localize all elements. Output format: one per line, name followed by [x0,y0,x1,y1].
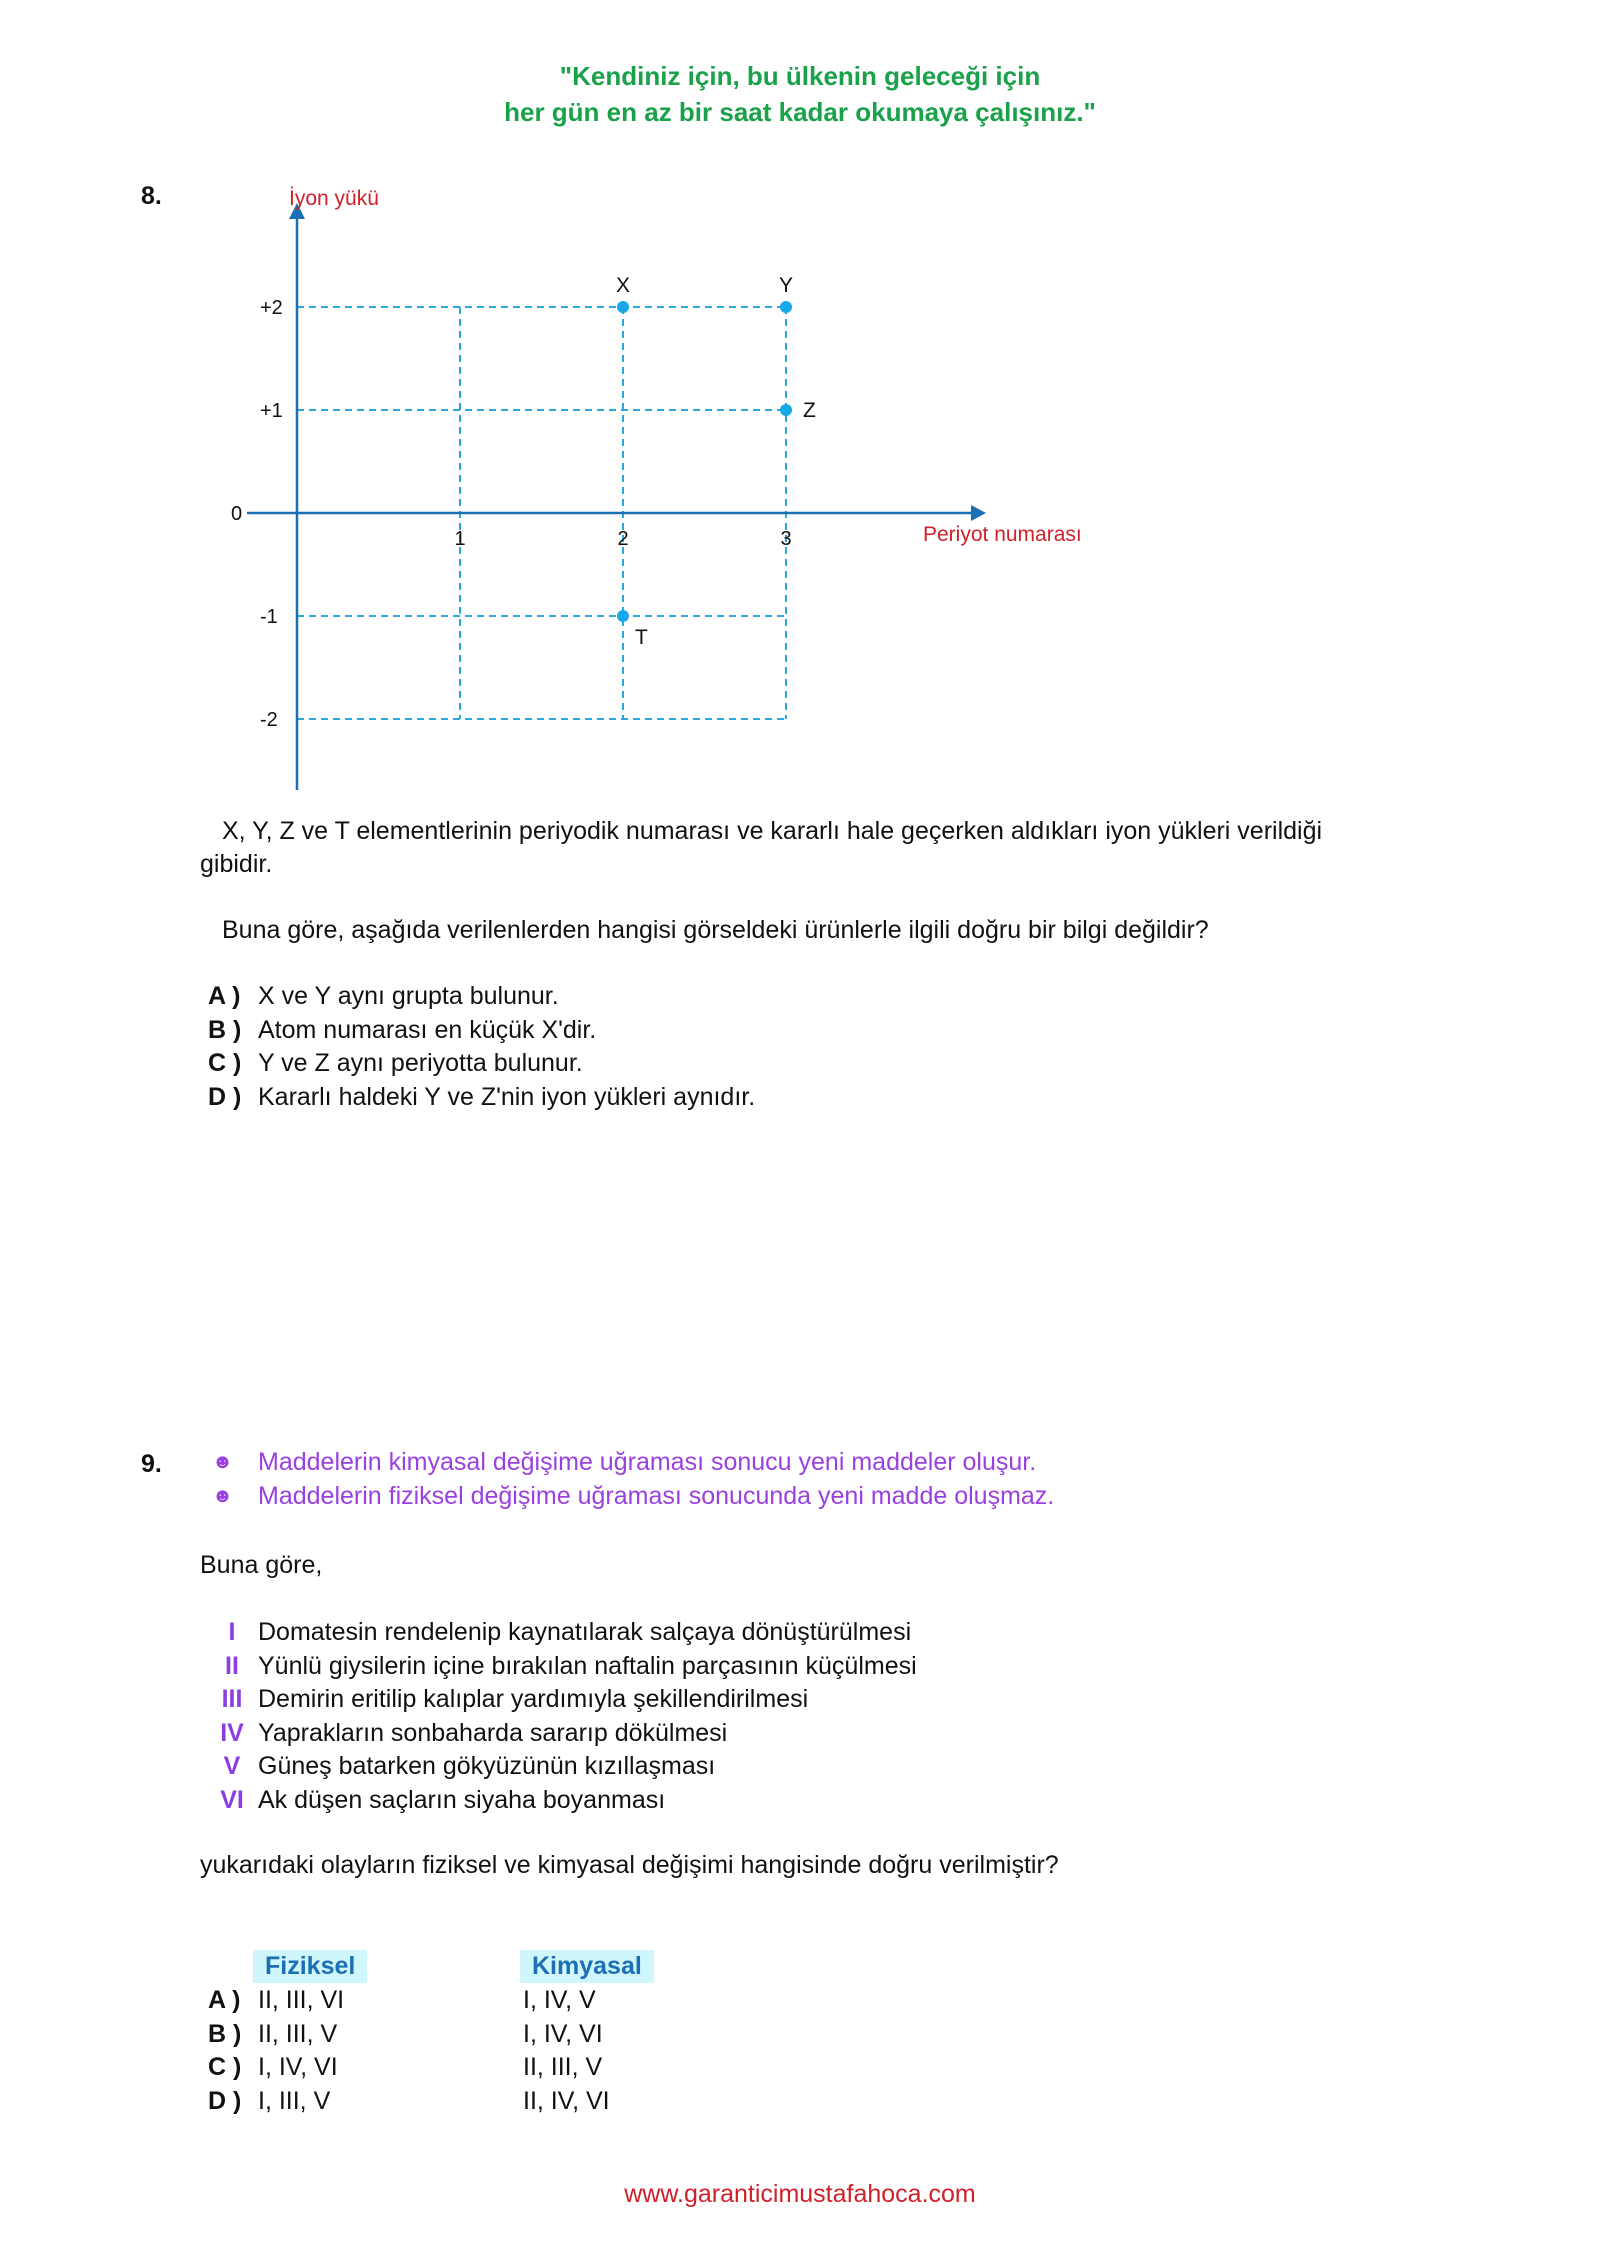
option-letter: A ) [208,982,241,1010]
event-item [206,1650,917,1684]
x-tick-label: 3 [780,528,792,550]
question-8-stem [200,815,1430,881]
statement-text: Maddelerin kimyasal değişime uğraması sonucu yeni maddeler oluşur. [258,1448,1037,1476]
event-text: Güneş batarken gökyüzünün kızıllaşması [258,1752,716,1780]
question-9-intro: Buna göre, [200,1551,323,1579]
x-axis-arrow-icon [971,505,986,521]
option-letter: C ) [208,1049,242,1077]
data-point [617,301,629,313]
option-letter: A ) [208,1986,241,2014]
event-item [206,1616,917,1650]
statement-item [212,1446,1054,1480]
option-d[interactable] [208,1081,755,1115]
statement-text: Maddelerin fiziksel değişime uğraması sonucunda yeni madde oluşmaz. [258,1481,1055,1510]
motto-line-2: her gün en az bir saat kadar okumaya çalışınız." [504,97,1096,127]
fiziksel-cell: I, IV, VI [258,2053,338,2081]
data-point [780,404,792,416]
question-9-events [206,1616,917,1817]
point-label: Y [778,274,794,297]
y-tick-label: +1 [260,400,283,422]
x-axis-label: Periyot numarası [923,523,1082,546]
question-9-number: 9. [141,1450,162,1478]
data-point [617,610,629,622]
roman-numeral: II [225,1651,239,1680]
option-letter: B ) [208,2019,242,2048]
column-header-kimyasal: Kimyasal [520,1950,654,1983]
smiley-icon: ☻ [212,1484,234,1507]
point-label: T [635,626,648,649]
event-text: Demirin eritilip kalıplar yardımıyla şekillendirilmesi [258,1685,809,1713]
point-label: X [615,274,631,297]
kimyasal-cell: II, III, V [523,2053,603,2081]
y-tick-label: +2 [260,297,283,319]
question-8-stem-line-2: gibidir. [200,850,273,878]
option-letter: B ) [208,1015,242,1044]
event-text: Yünlü giysilerin içine bırakılan naftalin parçasının küçülmesi [258,1651,917,1680]
event-text: Domatesin rendelenip kaynatılarak salçaya dönüştürülmesi [258,1618,912,1646]
option-letter: D ) [208,1082,242,1111]
fiziksel-cell: II, III, V [258,2019,338,2048]
footer-url[interactable]: www.garanticimustafahoca.com [624,2180,976,2208]
event-item [206,1750,917,1784]
roman-numeral: V [223,1752,241,1780]
ion-charge-chart [200,175,1120,795]
option-text: Y ve Z aynı periyotta bulunur. [258,1049,583,1077]
roman-numeral: I [228,1618,236,1646]
roman-numeral: IV [220,1718,244,1747]
question-8-stem-line-1: X, Y, Z ve T elementlerinin periyodik numarası ve kararlı hale geçerken aldıkları iyon yükleri verildiği [222,817,1323,845]
option-text: X ve Y aynı grupta bulunur. [258,982,559,1010]
y-tick-label: 0 [231,503,243,525]
roman-numeral: III [221,1685,243,1713]
y-axis-label: İyon yükü [289,187,379,210]
question-8-number: 8. [141,182,162,210]
option-letter: C ) [208,2053,242,2081]
question-9-statements [212,1446,1054,1513]
fiziksel-cell: II, III, VI [258,1986,345,2014]
event-text: Yaprakların sonbaharda sararıp dökülmesi [258,1718,728,1747]
data-point [780,301,792,313]
point-label: Z [803,399,816,422]
roman-numeral: VI [220,1785,244,1814]
x-tick-label: 2 [617,528,629,550]
option-text: Atom numarası en küçük X'dir. [258,1015,597,1044]
motto-line-1: "Kendiniz için, bu ülkenin geleceği için [559,61,1041,91]
event-item [206,1717,917,1751]
motto-header [0,58,1600,130]
statement-item [212,1480,1054,1514]
event-item [206,1683,917,1717]
event-text: Ak düşen saçların siyaha boyanması [258,1785,666,1814]
question-8-question: Buna göre, aşağıda verilenlerden hangisi görseldeki ürünlerle ilgili doğru bir bilgi değildir? [222,916,1209,944]
question-8-options [208,980,755,1114]
option-b[interactable] [208,1014,755,1048]
y-tick-label: -1 [260,606,278,628]
smiley-icon: ☻ [212,1451,234,1473]
option-c[interactable] [208,1047,755,1081]
event-item [206,1784,917,1818]
column-header-fiziksel: Fiziksel [253,1950,367,1983]
question-9-question: yukarıdaki olayların fiziksel ve kimyasal değişimi hangisinde doğru verilmiştir? [200,1851,1059,1879]
option-text: Kararlı haldeki Y ve Z'nin iyon yükleri aynıdır. [258,1082,756,1111]
y-tick-label: -2 [260,709,278,731]
kimyasal-cell: I, IV, V [523,1986,596,2014]
kimyasal-cell: II, IV, VI [523,2086,610,2115]
option-letter: D ) [208,2086,242,2115]
x-tick-label: 1 [454,528,466,550]
kimyasal-cell: I, IV, VI [523,2019,603,2048]
option-a[interactable] [208,980,755,1014]
fiziksel-cell: I, III, V [258,2086,331,2115]
